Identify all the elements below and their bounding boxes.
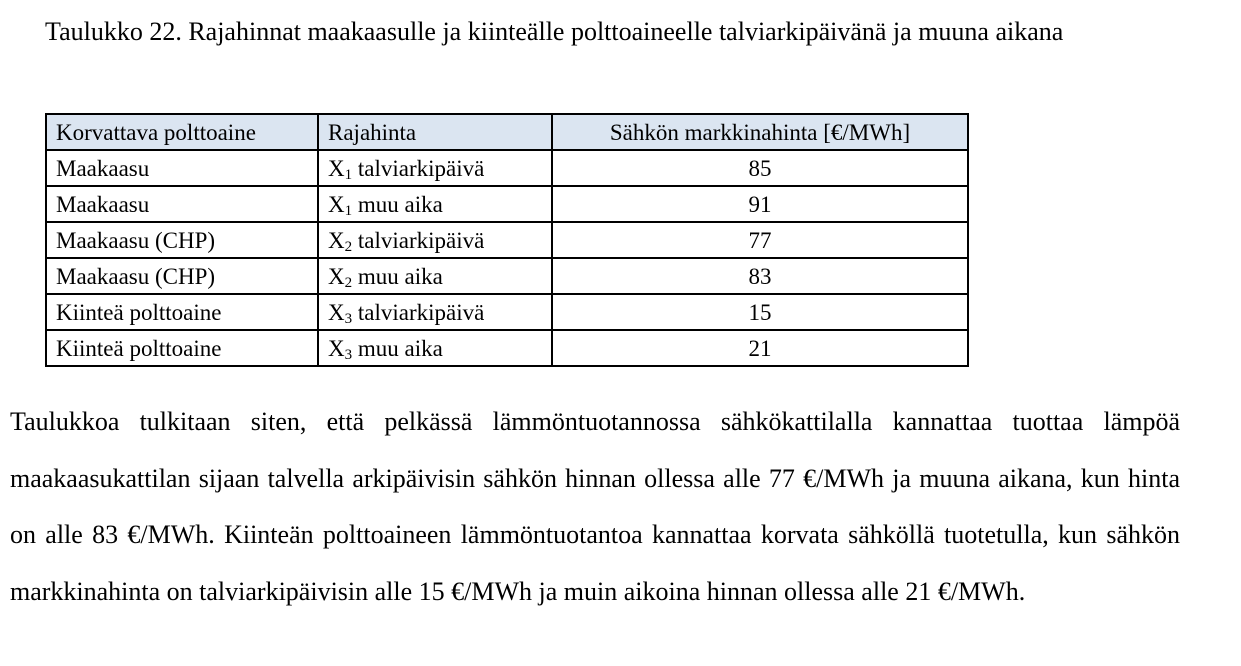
- table-row: [46, 294, 968, 330]
- cell-fuel: Maakaasu: [46, 150, 318, 186]
- table-caption: Taulukko 22. Rajahinnat maakaasulle ja kiinteälle polttoaineelle talviarkipäivänä ja muuna aikana: [45, 17, 1064, 46]
- table-row: [46, 186, 968, 222]
- threshold-subscript: 2: [344, 274, 353, 291]
- cell-fuel: Maakaasu (CHP): [46, 258, 318, 294]
- threshold-period: talviarkipäivä: [357, 227, 485, 253]
- threshold-period: muu aika: [357, 191, 443, 217]
- threshold-period: muu aika: [357, 263, 443, 289]
- cell-market-price: 85: [552, 150, 968, 186]
- threshold-subscript: 1: [344, 166, 353, 183]
- threshold-subscript: 3: [344, 346, 353, 363]
- cell-threshold: [318, 186, 552, 222]
- threshold-symbol: X: [328, 335, 345, 361]
- table-row: [46, 150, 968, 186]
- threshold-period: talviarkipäivä: [357, 299, 485, 325]
- threshold-subscript: 3: [344, 310, 353, 327]
- cell-threshold: [318, 330, 552, 366]
- threshold-subscript: 2: [344, 238, 353, 255]
- cell-threshold: [318, 294, 552, 330]
- threshold-symbol: X: [328, 299, 345, 325]
- table-row: [46, 222, 968, 258]
- header-market-price: Sähkön markkinahinta [€/MWh]: [552, 114, 968, 150]
- cell-market-price: 77: [552, 222, 968, 258]
- cell-market-price: 21: [552, 330, 968, 366]
- cell-threshold: [318, 222, 552, 258]
- cell-fuel: Maakaasu: [46, 186, 318, 222]
- cell-threshold: [318, 258, 552, 294]
- header-fuel: Korvattava polttoaine: [46, 114, 318, 150]
- cell-market-price: 83: [552, 258, 968, 294]
- threshold-subscript: 1: [344, 202, 353, 219]
- price-threshold-table: [45, 113, 969, 367]
- cell-fuel: Kiinteä polttoaine: [46, 294, 318, 330]
- threshold-symbol: X: [328, 227, 345, 253]
- threshold-symbol: X: [328, 263, 345, 289]
- cell-fuel: Maakaasu (CHP): [46, 222, 318, 258]
- table-header-row: [46, 114, 968, 150]
- header-threshold: Rajahinta: [318, 114, 552, 150]
- cell-threshold: [318, 150, 552, 186]
- table-row: [46, 330, 968, 366]
- table-row: [46, 258, 968, 294]
- threshold-period: talviarkipäivä: [357, 155, 485, 181]
- threshold-period: muu aika: [357, 335, 443, 361]
- threshold-symbol: X: [328, 155, 345, 181]
- cell-market-price: 15: [552, 294, 968, 330]
- threshold-symbol: X: [328, 191, 345, 217]
- interpretation-paragraph: Taulukkoa tulkitaan siten, että pelkässä lämmöntuotannossa sähkökattilalla kannattaa tuottaa lämpöä maakaasukattilan sijaan talvella arkipäivisin sähkön hinnan ollessa alle 77 €/MWh ja muuna aikana, kun hinta on alle 83 €/MWh. Kiinteän polttoaineen lämmöntuotantoa kannattaa korvata sähköllä tuotetulla, kun sähkön markkinahinta on talviarkipäivisin alle 15 €/MWh ja muin aikoina hinnan ollessa alle 21 €/MWh.: [10, 407, 1180, 606]
- cell-fuel: Kiinteä polttoaine: [46, 330, 318, 366]
- cell-market-price: 91: [552, 186, 968, 222]
